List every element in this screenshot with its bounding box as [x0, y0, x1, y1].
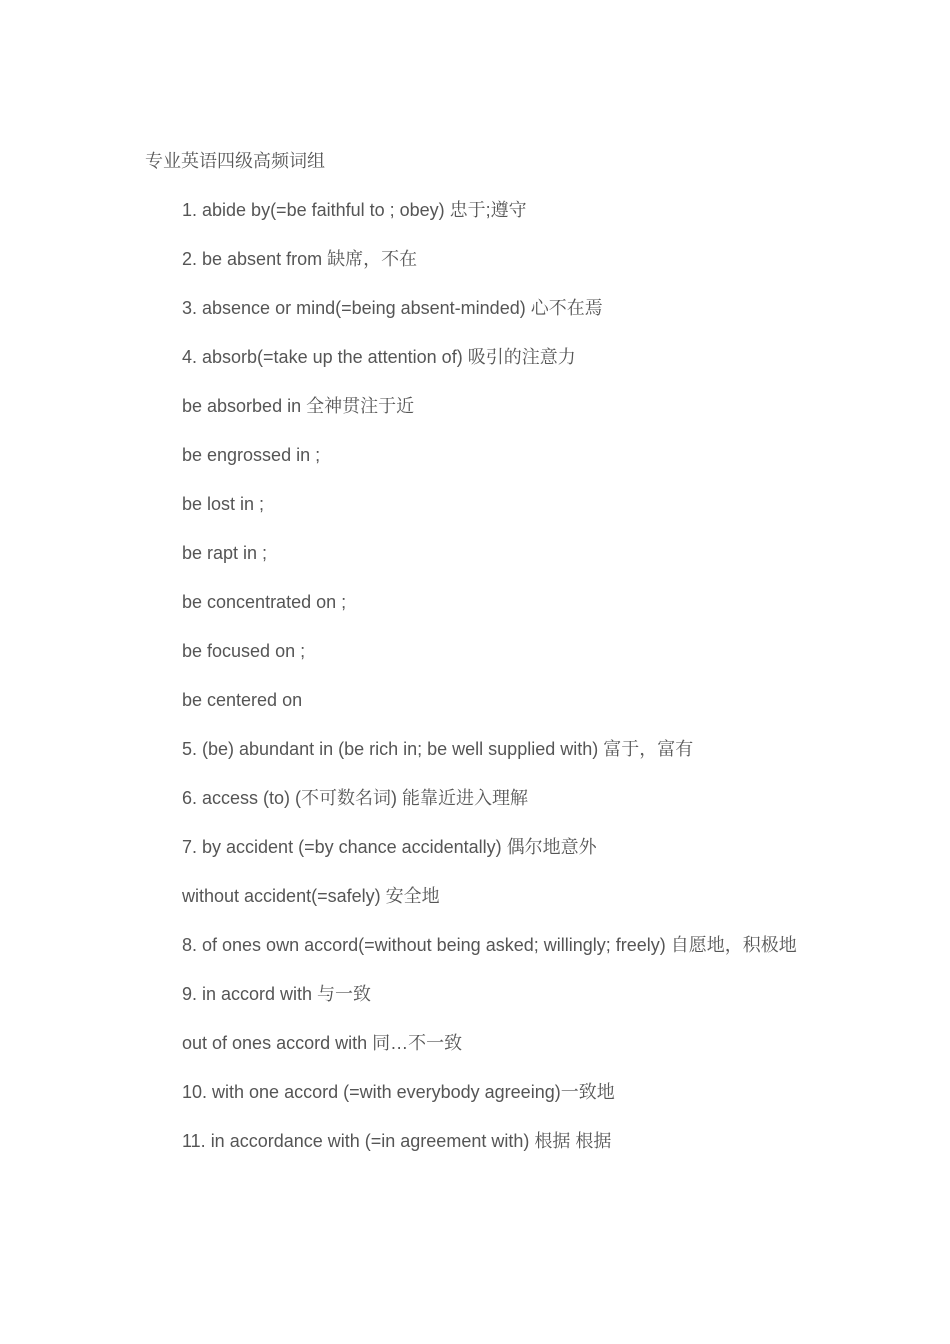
list-item: out of ones accord with 同…不一致	[182, 1033, 463, 1053]
list-item: 10. with one accord (=with everybody agreeing)一致地	[182, 1082, 615, 1102]
list-item: 3. absence or mind(=being absent-minded) 心不在焉	[182, 298, 603, 318]
list-item: 11. in accordance with (=in agreement with) 根据 根据	[182, 1131, 612, 1151]
list-item: be engrossed in ;	[182, 445, 321, 465]
list-item: 8. of ones own accord(=without being asked; willingly; freely) 自愿地，积极地	[182, 935, 797, 955]
list-item: 6. access (to) (不可数名词) 能靠近进入理解	[182, 788, 529, 808]
list-item: be centered on	[182, 690, 303, 710]
list-item: be concentrated on ;	[182, 592, 347, 612]
page-title: 专业英语四级高频词组	[145, 151, 325, 172]
list-item: be lost in ;	[182, 494, 265, 514]
list-item: 4. absorb(=take up the attention of) 吸引的注意力	[182, 347, 576, 367]
list-item: be focused on ;	[182, 641, 306, 661]
list-item: be rapt in ;	[182, 543, 268, 563]
list-item: without accident(=safely) 安全地	[182, 886, 440, 906]
list-item: 1. abide by(=be faithful to ; obey) 忠于;遵守	[182, 200, 527, 220]
list-item: 5. (be) abundant in (be rich in; be well supplied with) 富于，富有	[182, 739, 694, 759]
list-item: 7. by accident (=by chance accidentally) 偶尔地意外	[182, 837, 597, 857]
phrase-list	[145, 198, 805, 1178]
list-item: 9. in accord with 与一致	[182, 984, 372, 1004]
list-item: 2. be absent from 缺席，不在	[182, 249, 418, 269]
list-item: be absorbed in 全神贯注于近	[182, 396, 415, 416]
